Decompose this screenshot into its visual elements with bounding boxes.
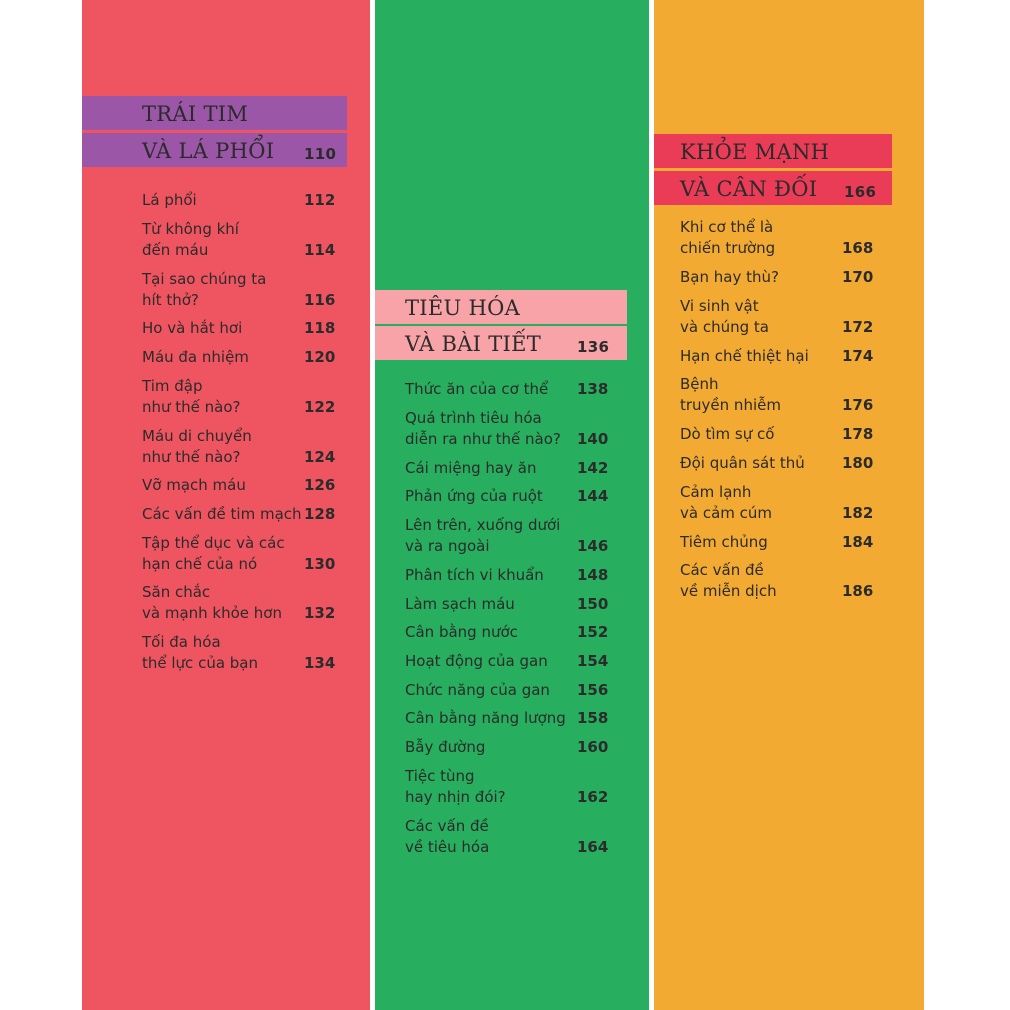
heart-lungs-title-line1: TRÁI TIM [142,102,249,126]
toc-entry[interactable] [680,374,872,416]
health-title-line1: KHỎE MẠNH [680,140,830,164]
entry-page-number: 140 [577,430,609,448]
entry-title: Cân bằng năng lượng [405,709,566,727]
toc-entry[interactable] [405,379,607,400]
entry-title: Đội quân sát thủ [680,454,805,472]
entry-page-number: 184 [842,533,874,551]
toc-entry[interactable] [405,408,607,450]
toc-entry[interactable] [142,318,336,339]
toc-entry[interactable] [142,190,336,211]
toc-entry[interactable] [405,458,607,479]
toc-entry[interactable] [680,453,872,474]
entry-page-number: 162 [577,788,609,806]
entry-title: Quá trình tiêu hóa diễn ra như thế nào? [405,409,561,448]
entry-title: Tiêm chủng [680,533,768,551]
entry-title: Làm sạch máu [405,595,515,613]
digestion-title-line2: VÀ BÀI TIẾT [405,332,542,356]
entry-page-number: 172 [842,318,874,336]
entry-title: Ho và hắt hơi [142,319,243,337]
entry-title: Hạn chế thiệt hại [680,347,809,365]
entry-page-number: 148 [577,566,609,584]
entry-title: Tiệc tùng hay nhịn đói? [405,767,506,806]
entry-title: Tập thể dục và các hạn chế của nó [142,534,285,573]
entry-title: Bệnh truyền nhiễm [680,375,781,414]
entry-page-number: 114 [304,241,336,259]
toc-entry[interactable] [405,622,607,643]
entry-page-number: 182 [842,504,874,522]
toc-entry[interactable] [405,680,607,701]
heart-lungs-heading-line2 [82,133,347,167]
entry-page-number: 112 [304,191,336,209]
digestion-heading-line1 [375,290,627,324]
health-page-number[interactable]: 166 [844,183,877,201]
toc-entry[interactable] [680,560,872,602]
toc-entry[interactable] [680,424,872,445]
entry-title: Thức ăn của cơ thể [405,380,549,398]
toc-entry[interactable] [142,504,336,525]
entry-title: Săn chắc và mạnh khỏe hơn [142,583,282,622]
entry-page-number: 168 [842,239,874,257]
entry-page-number: 116 [304,291,336,309]
toc-entry[interactable] [405,708,607,729]
toc-entry[interactable] [405,737,607,758]
entry-page-number: 122 [304,398,336,416]
entry-page-number: 130 [304,555,336,573]
heart-lungs-heading-line1 [82,96,347,130]
toc-entry[interactable] [142,376,336,418]
entry-page-number: 134 [304,654,336,672]
toc-entry[interactable] [142,582,336,624]
toc-entry[interactable] [405,766,607,808]
entry-page-number: 174 [842,347,874,365]
entry-title: Lên trên, xuống dưới và ra ngoài [405,516,561,555]
heart-lungs-title-line2: VÀ LÁ PHỔI [142,139,275,163]
toc-entry[interactable] [405,515,607,557]
entry-page-number: 128 [304,505,336,523]
entry-title: Hoạt động của gan [405,652,548,670]
health-heading-line2 [654,171,892,205]
entry-page-number: 164 [577,838,609,856]
digestion-heading-line2 [375,326,627,360]
entry-page-number: 120 [304,348,336,366]
entry-page-number: 146 [577,537,609,555]
toc-entry[interactable] [680,267,872,288]
entry-title: Máu di chuyển như thế nào? [142,427,252,466]
entry-page-number: 156 [577,681,609,699]
entry-page-number: 178 [842,425,874,443]
entry-page-number: 170 [842,268,874,286]
entry-title: Chức năng của gan [405,681,550,699]
digestion-title-line1: TIÊU HÓA [405,296,521,320]
entry-title: Cái miệng hay ăn [405,459,537,477]
heart-lungs-page-number[interactable]: 110 [304,145,337,163]
toc-entry[interactable] [680,217,872,259]
health-title-line2: VÀ CÂN ĐỐI [680,177,818,201]
entry-title: Tại sao chúng ta hít thở? [142,270,267,309]
health-heading-line1 [654,134,892,168]
toc-entry[interactable] [405,565,607,586]
entry-title: Khi cơ thể là chiến trường [680,218,776,257]
entry-page-number: 144 [577,487,609,505]
entry-title: Bạn hay thù? [680,268,779,286]
toc-entry[interactable] [405,816,607,858]
toc-entry[interactable] [142,426,336,468]
entry-page-number: 126 [304,476,336,494]
entry-page-number: 154 [577,652,609,670]
entry-page-number: 176 [842,396,874,414]
entry-page-number: 138 [577,380,609,398]
entry-title: Bẫy đường [405,738,486,756]
entry-page-number: 132 [304,604,336,622]
toc-entry[interactable] [142,347,336,368]
toc-entry[interactable] [405,594,607,615]
toc-entry[interactable] [680,296,872,338]
entry-title: Tối đa hóa thể lực của bạn [142,633,259,672]
entry-page-number: 124 [304,448,336,466]
entry-title: Cân bằng nước [405,623,518,641]
toc-entry[interactable] [142,269,336,311]
toc-entry[interactable] [405,486,607,507]
entry-title: Các vấn đề về tiêu hóa [405,817,490,856]
toc-entry[interactable] [142,533,336,575]
entry-title: Dò tìm sự cố [680,425,775,443]
entry-title: Cảm lạnh và cảm cúm [680,483,773,522]
toc-entry[interactable] [680,532,872,553]
entry-title: Các vấn đề tim mạch [142,505,302,523]
entry-page-number: 180 [842,454,874,472]
entry-title: Các vấn đề về miễn dịch [680,561,777,600]
entry-page-number: 118 [304,319,336,337]
toc-entry[interactable] [680,346,872,367]
entry-title: Từ không khí đến máu [142,220,239,259]
entry-page-number: 152 [577,623,609,641]
entry-title: Lá phổi [142,191,197,209]
entry-page-number: 142 [577,459,609,477]
toc-entry[interactable] [142,219,336,261]
entry-title: Vỡ mạch máu [142,476,246,494]
entry-title: Phân tích vi khuẩn [405,566,544,584]
toc-entry[interactable] [405,651,607,672]
toc-entry[interactable] [142,632,336,674]
entry-page-number: 160 [577,738,609,756]
entry-title: Máu đa nhiệm [142,348,249,366]
toc-entry[interactable] [680,482,872,524]
entry-page-number: 186 [842,582,874,600]
entry-page-number: 158 [577,709,609,727]
entry-title: Tim đập như thế nào? [142,377,241,416]
entry-title: Vi sinh vật và chúng ta [680,297,769,336]
digestion-page-number[interactable]: 136 [577,338,610,356]
entry-title: Phản ứng của ruột [405,487,543,505]
toc-entry[interactable] [142,475,336,496]
entry-page-number: 150 [577,595,609,613]
